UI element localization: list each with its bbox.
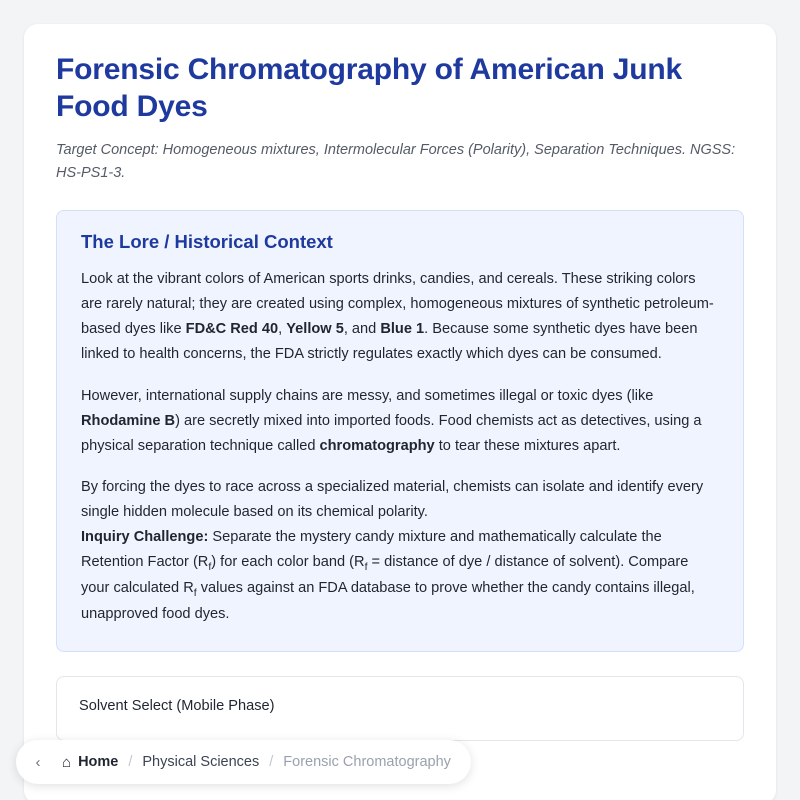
rf-subscript-1: f — [208, 560, 212, 573]
breadcrumb-item-home[interactable] — [62, 754, 118, 770]
dye-red-40: FD&C Red 40 — [185, 321, 279, 338]
dye-blue-1: Blue 1 — [380, 321, 425, 338]
lore-section — [56, 210, 744, 652]
breadcrumb-item-physical-sciences[interactable]: Physical Sciences — [142, 754, 260, 770]
rf-subscript-3: f — [193, 586, 197, 599]
lore-p3-text-a: By forcing the dyes to race across a specialized material, chemists can isolate and identify every single hidden molecule based on its chemical polarity. — [81, 478, 704, 520]
page-subtitle: Target Concept: Homogeneous mixtures, Intermolecular Forces (Polarity), Separation Techniques. NGSS: HS-PS1-3. — [56, 142, 736, 181]
solvent-select-label: Solvent Select (Mobile Phase) — [79, 698, 275, 715]
lore-p2-text-mid: ) are secretly mixed into imported foods. Food chemists act as detectives, using a physical separation technique called — [81, 412, 702, 454]
lore-p1-text-a: Look at the vibrant colors of American sports drinks, candies, and cereals. These striking colors are rarely natural; they are created using complex, homogeneous mixtures of synthetic petroleum-based dyes like — [81, 271, 714, 338]
dye-yellow-5: Yellow 5 — [286, 321, 344, 338]
term-chromatography: chromatography — [319, 437, 435, 454]
lore-p1-text-c: . Because some synthetic dyes have been linked to health concerns, the FDA strictly regulates exactly which dyes can be consumed. — [81, 321, 698, 363]
lore-p3-text-c: ) for each color band (R — [211, 554, 365, 571]
rf-subscript-2: f — [364, 560, 368, 573]
lore-paragraph-3 — [81, 475, 719, 627]
breadcrumb-separator-2: / — [269, 754, 274, 770]
document-card — [24, 24, 776, 800]
inquiry-challenge-label: Inquiry Challenge: — [81, 528, 209, 545]
breadcrumb-home-label: Home — [78, 754, 119, 770]
lore-p3-text-e: values against an FDA database to prove whether the candy contains illegal, unapproved food dyes. — [81, 580, 695, 623]
lore-p1-sep-2: , and — [343, 321, 381, 338]
breadcrumb-separator-1: / — [128, 754, 133, 770]
lore-p3-text-b: Separate the mystery candy mixture and mathematically calculate the Retention Factor (R — [81, 528, 662, 571]
lore-heading: The Lore / Historical Context — [81, 231, 333, 253]
breadcrumb-item-forensic-chromatography[interactable]: Forensic Chromatography — [283, 754, 451, 770]
page-title: Forensic Chromatography of American Junk Food Dyes — [56, 53, 683, 123]
lore-p2-text-c: to tear these mixtures apart. — [434, 437, 621, 454]
home-icon: ⌂ — [62, 753, 72, 771]
lore-p1-sep-1: , — [278, 321, 287, 338]
lore-paragraph-1 — [81, 267, 719, 367]
lore-p2-text-a: However, international supply chains are messy, and sometimes illegal or toxic dyes (like — [81, 387, 654, 404]
back-chevron-icon[interactable]: ‹ — [35, 753, 41, 771]
breadcrumb — [16, 740, 471, 784]
dye-rhodamine-b: Rhodamine B — [81, 412, 176, 429]
lore-p3-text-d: = distance of dye / distance of solvent). Compare your calculated R — [81, 554, 689, 597]
lore-paragraph-2 — [81, 384, 719, 459]
solvent-select-panel — [56, 676, 744, 741]
